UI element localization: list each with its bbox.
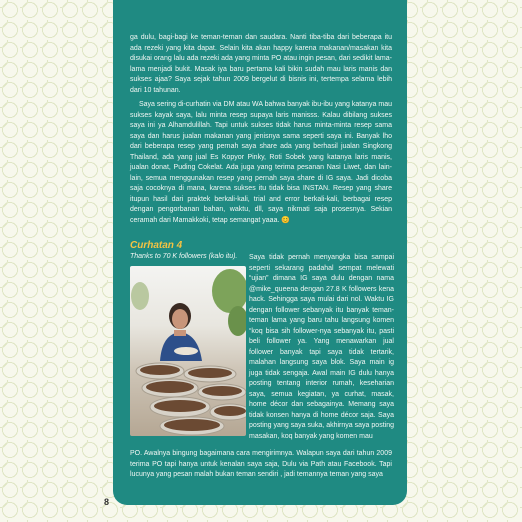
body-paragraph-2-text: Saya sering di-curhatin via DM atau WA bahwa banyak ibu-ibu yang katanya mau sukses kayak saya, lalu minta resep supaya laris manisss. Kalau dibilang sukses saya ini ya Alhamdulillah. Tapi untuk sukses tidak harus minta-minta resep sama saya dan harus jualan makanan yang jenisnya sama seperti saya ini. Banyak lho dari beberapa resep yang pernah saya share ada yang berhasil jualan Singkong Thailand, ada yang jual Es Kopyor Pinky, Roti Sobek yang katanya laris manis, jualan donat, Puding Cokelat. Ada juga yang terima pesanan Nasi Liwet, dan lain-lain, semua menggunakan resep yang pernah saya share di IG saya. Jadi dicoba saja cocoknya di mana, karena sukses itu tidak bisa INSTAN. Resep yang share itupun hasil dari praktek berkali-kali, trial and error berkali-kali, berbagai resep dengan pengorbanan bahan, waktu, dll, saya nikmati saja prosesnya. Sekian ceramah dari Mamakkoki, tetap semangat yaaa. xyxy=(130,101,392,224)
woman-with-cake-trays-image xyxy=(130,266,246,436)
section-subtitle: Thanks to 70 K followers (kalo itu). xyxy=(130,253,238,260)
cake-photo xyxy=(130,266,246,436)
section-title: Curhatan 4 xyxy=(130,240,183,251)
content-panel xyxy=(113,0,407,505)
body-paragraph-1: ga dulu, bagi-bagi ke teman-teman dan saudara. Nanti tiba-tiba dari beberapa itu ada rezeki yang kita dapat. Selain kita akan happy karena makanan/masakan kita disukai orang lalu ada rezeki ada yang minta PO atau ingin pesan, dari sedikit lama-lama menjadi bukit. Masak iya baru pertama kali bikin sudah mau laris manis dan sukses ajaa? Saya sejak tahun 2009 bergelut di bisnis ini, tertempa selama lebih dari 10 tahunan. xyxy=(130,34,392,94)
section-right-column-text: Saya tidak pernah menyangka bisa sampai seperti sekarang padahal sempat melewati “ujian” dimana IG saya dulu dengan nama @mike_queena dengan 27.8 K followers kena hack. Sehingga saya mulai dari nol. Waktu IG dengan follower sebanyak itu banyak teman-teman lama yang baru tahu langsung komen “koq bisa sih follower-nya sebanyak itu, pasti beli follower ya. Yang menawarkan jual follower banyak tapi saya tidak tertarik, malahan langsung saya blok. Saya main ig juga tidak sengaja. Awal main IG dulu hanya posting tentang interior rumah, keseharian saya, semua kegiatan, ya curhat, masak, home décor dan sebagainya. Memang saya tidak konsen hanya di home décor saja. Saya posting yang saya suka, akhirnya saya posting masakan, koq banyak yang komen mau xyxy=(249,254,394,440)
smiley-icon: 😊 xyxy=(281,216,291,224)
section-bottom-text: PO. Awalnya bingung bagaimana cara mengirimnya. Walapun saya dari tahun 2009 terima PO tapi hanya untuk kenalan saya saja, Dulu via Path atau Facebook. Tapi lucunya yang pesan malah bukan teman sendiri , jadi temannya teman yang saya xyxy=(130,450,392,478)
body-paragraph-2 xyxy=(130,100,392,226)
page-number: 8 xyxy=(104,497,110,507)
